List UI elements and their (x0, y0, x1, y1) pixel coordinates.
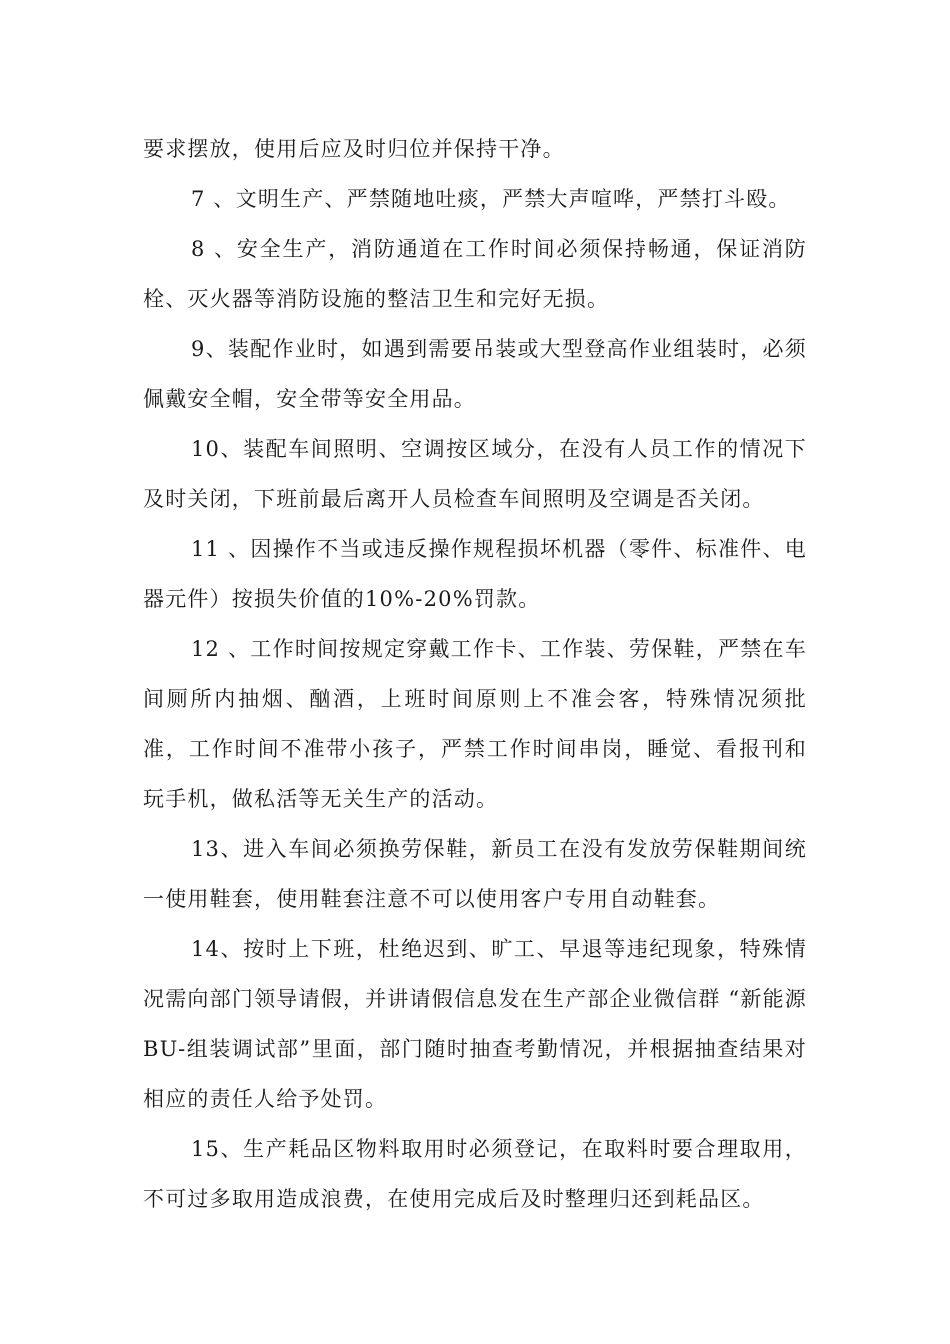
rule-item-15: 15、生产耗品区物料取用时必须登记，在取料时要合理取用，不可过多取用造成浪费，在使用完成后及时整理归还到耗品区。 (143, 1137, 807, 1211)
document-body (143, 124, 807, 1224)
rule-item-9: 9、装配作业时，如遇到需要吊装或大型登高作业组装时，必须佩戴安全帽，安全带等安全用品。 (143, 337, 807, 411)
rule-item-14: 14、按时上下班，杜绝迟到、旷工、早退等违纪现象，特殊情况需向部门领导请假，并讲请假信息发在生产部企业微信群 “新能源BU-组装调试部”里面，部门随时抽查考勤情况，并根据抽查结果对相应的责任人给予处罚。 (143, 937, 807, 1111)
rule-item-12: 12 、工作时间按规定穿戴工作卡、工作装、劳保鞋，严禁在车间厕所内抽烟、酗酒，上班时间原则上不准会客，特殊情况须批准，工作时间不准带小孩子，严禁工作时间串岗，睡觉、看报刊和玩手机，做私活等无关生产的活动。 (143, 637, 807, 811)
paragraph-continuation: 要求摆放，使用后应及时归位并保持干净。 (143, 137, 565, 161)
rule-item-13: 13、进入车间必须换劳保鞋，新员工在没有发放劳保鞋期间统一使用鞋套，使用鞋套注意不可以使用客户专用自动鞋套。 (143, 837, 807, 911)
rule-item-8: 8 、安全生产，消防通道在工作时间必须保持畅通，保证消防栓、灭火器等消防设施的整洁卫生和完好无损。 (143, 237, 807, 311)
rule-item-11: 11 、因操作不当或违反操作规程损坏机器（零件、标准件、电器元件）按损失价值的10%-20%罚款。 (143, 537, 807, 611)
rule-item-10: 10、装配车间照明、空调按区域分，在没有人员工作的情况下及时关闭，下班前最后离开人员检查车间照明及空调是否关闭。 (143, 437, 807, 511)
rule-item-7: 7 、文明生产、严禁随地吐痰，严禁大声喧哗，严禁打斗殴。 (191, 187, 791, 211)
